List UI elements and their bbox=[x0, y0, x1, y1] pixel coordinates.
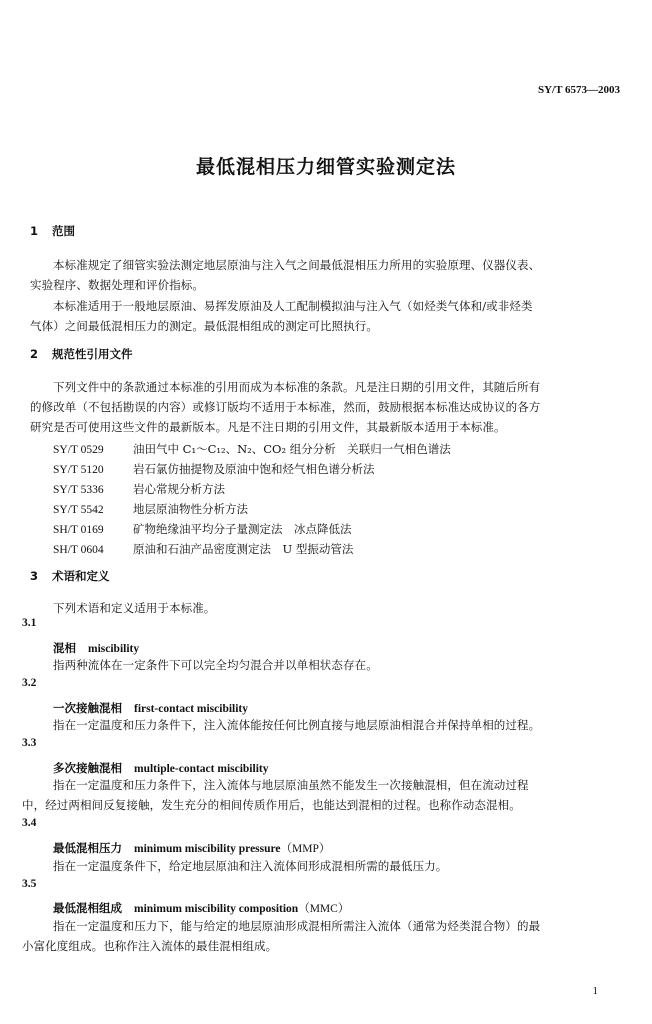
term-number: 3.3 bbox=[22, 737, 37, 749]
term-definition: 小富化度组成。也称作注入流体的最佳混相组成。 bbox=[22, 939, 278, 953]
term-heading bbox=[53, 837, 330, 856]
term-chinese: 混相 bbox=[53, 641, 76, 655]
section-title: 范围 bbox=[52, 224, 75, 238]
section-number: 2 bbox=[30, 347, 39, 361]
reference-item bbox=[53, 438, 451, 457]
section-number: 3 bbox=[30, 569, 39, 583]
reference-code: SH/T 0169 bbox=[53, 524, 104, 536]
term-english: first-contact miscibility bbox=[134, 703, 249, 715]
reference-code: SY/T 5542 bbox=[53, 504, 104, 516]
term-abbreviation: （MMC） bbox=[298, 903, 350, 915]
reference-code: SH/T 0604 bbox=[53, 544, 104, 556]
term-number: 3.2 bbox=[22, 677, 37, 689]
section-number: 1 bbox=[30, 224, 39, 238]
term-heading bbox=[53, 897, 349, 916]
reference-item bbox=[53, 498, 248, 517]
section-heading-2 bbox=[30, 346, 133, 362]
reference-item bbox=[53, 538, 353, 557]
term-definition: 指在一定温度和压力条件下，注入流体与地层原油虽然不能发生一次接触混相，但在流动过程 bbox=[53, 778, 529, 792]
page-number: 1 bbox=[592, 985, 598, 997]
term-definition: 指在一定温度和压力下，能与给定的地层原油形成混相所需注入流体（通常为烃类混合物）的最 bbox=[53, 919, 541, 933]
reference-title: 岩石氯仿抽提物及原油中饱和烃气相色谱分析法 bbox=[133, 462, 375, 476]
reference-title: 油田气中 C₁～C₁₂、N₂、CO₂ 组分分析 关联归一气相色谱法 bbox=[133, 442, 451, 456]
term-number: 3.4 bbox=[22, 817, 37, 829]
reference-code: SY/T 0529 bbox=[53, 444, 104, 456]
term-chinese: 最低混相压力 bbox=[53, 841, 122, 855]
term-heading bbox=[53, 757, 268, 776]
paragraph-line: 研究是否可使用这些文件的最新版本。凡是不注日期的引用文件，其最新版本适用于本标准。 bbox=[30, 420, 506, 434]
section-heading-1 bbox=[30, 223, 75, 239]
reference-title: 地层原油物性分析方法 bbox=[133, 502, 248, 516]
paragraph-line: 本标准适用于一般地层原油、易挥发原油及人工配制模拟油与注入气（如烃类气体和/或非烃类 bbox=[53, 299, 533, 313]
reference-item bbox=[53, 518, 352, 537]
term-chinese: 多次接触混相 bbox=[53, 761, 122, 775]
term-abbreviation: （MMP） bbox=[280, 843, 331, 855]
reference-code: SY/T 5336 bbox=[53, 484, 104, 496]
section-title: 术语和定义 bbox=[52, 569, 110, 583]
term-number: 3.1 bbox=[22, 617, 37, 629]
term-definition: 指在一定温度和压力条件下，注入流体能按任何比例直接与地层原油相混合并保持单相的过程。 bbox=[53, 718, 541, 732]
reference-title: 矿物绝缘油平均分子量测定法 冰点降低法 bbox=[133, 522, 352, 536]
term-english: minimum miscibility pressure bbox=[134, 843, 281, 855]
document-title: 最低混相压力细管实验测定法 bbox=[195, 156, 456, 178]
term-number: 3.5 bbox=[22, 878, 37, 890]
term-heading bbox=[53, 697, 248, 716]
term-definition: 中，经过两相间反复接触，发生充分的相间传质作用后，也能达到混相的过程。也称作动态混相。 bbox=[22, 798, 521, 812]
reference-code: SY/T 5120 bbox=[53, 464, 104, 476]
section-title: 规范性引用文件 bbox=[52, 347, 133, 361]
paragraph-line: 下列术语和定义适用于本标准。 bbox=[53, 601, 216, 615]
term-english: multiple-contact miscibility bbox=[134, 763, 269, 775]
term-heading bbox=[53, 637, 139, 656]
term-english: miscibility bbox=[88, 643, 140, 655]
term-english: minimum miscibility composition bbox=[134, 903, 299, 915]
section-heading-3 bbox=[30, 568, 110, 584]
reference-title: 原油和石油产品密度测定法 U 型振动管法 bbox=[133, 542, 354, 556]
term-chinese: 一次接触混相 bbox=[53, 701, 122, 715]
term-chinese: 最低混相组成 bbox=[53, 901, 122, 915]
term-definition: 指在一定温度条件下，给定地层原油和注入流体间形成混相所需的最低压力。 bbox=[53, 859, 448, 873]
paragraph-line: 的修改单（不包括勘误的内容）或修订版均不适用于本标准，然而，鼓励根据本标准达成协议的各方 bbox=[30, 400, 541, 414]
paragraph-line: 实验程序、数据处理和评价指标。 bbox=[30, 278, 204, 292]
paragraph-line: 本标准规定了细管实验法测定地层原油与注入气之间最低混相压力所用的实验原理、仪器仪表、 bbox=[53, 258, 541, 272]
paragraph-line: 下列文件中的条款通过本标准的引用而成为本标准的条款。凡是注日期的引用文件，其随后所有 bbox=[53, 380, 541, 394]
reference-item bbox=[53, 458, 375, 477]
term-definition: 指两种流体在一定条件下可以完全均匀混合并以单相状态存在。 bbox=[53, 658, 378, 672]
reference-item bbox=[53, 478, 225, 497]
standard-code: SY/T 6573—2003 bbox=[537, 84, 620, 96]
reference-title: 岩心常规分析方法 bbox=[133, 482, 225, 496]
paragraph-line: 气体）之间最低混相压力的测定。最低混相组成的测定可比照执行。 bbox=[30, 319, 378, 333]
